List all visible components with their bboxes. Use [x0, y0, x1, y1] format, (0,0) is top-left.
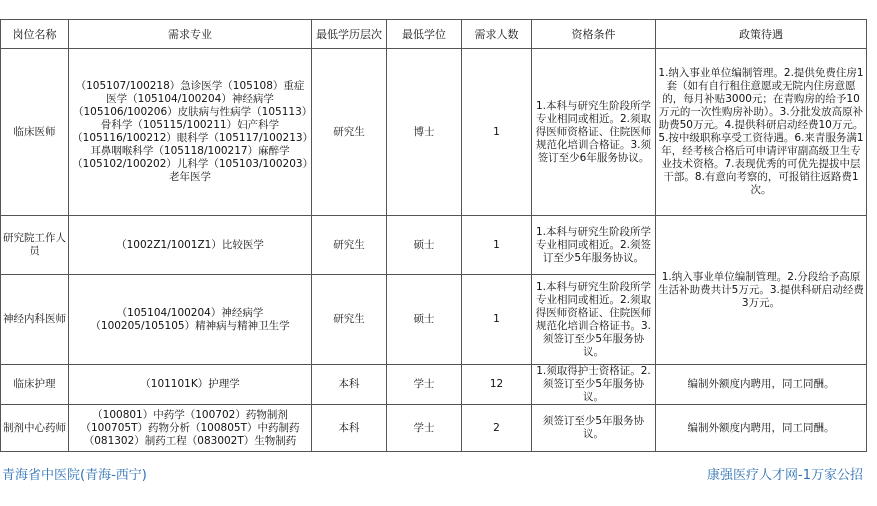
- header-position: 岗位名称: [1, 20, 69, 49]
- row-count: 1: [462, 275, 532, 365]
- table-row: [1, 365, 867, 405]
- row-degree: 学士: [387, 365, 462, 405]
- row-major: （105107/100218）急诊医学（105108）重症医学（105104/100204）神经病学（105106/100206）皮肤病与性病学（105113）骨科学（105115/100211）妇产科学（105116/100212）眼科学（105117/100213）耳鼻咽喉科学（105118/100217）麻醉学（105102/100202）儿科学（105103/100203）老年医学: [69, 49, 312, 216]
- header-count: 需求人数: [462, 20, 532, 49]
- row-degree: 硕士: [387, 216, 462, 275]
- row-policy: 1.纳入事业单位编制管理。2.分段给予高原生活补助费共计5万元。3.提供科研启动经费3万元。: [656, 216, 867, 365]
- row-policy: 1.纳入事业单位编制管理。2.提供免费住房1套（如有自行租住意愿或无院内住房意愿的，每月补贴3000元；在青购房的给予10万元的一次性购房补助）。3.分批发放高原补助费50万元。4.提供科研启动经费10万元。5.按中级职称享受工资待遇。6.来青服务满1年，经考核合格后可申请评审副高级卫生专业技术资格。7.表现优秀的可优先提拔中层干部。8.有意向考察的，可报销往返路费1次。: [656, 49, 867, 216]
- row-count: 1: [462, 216, 532, 275]
- row-major: （1002Z1/1001Z1）比较医学: [69, 216, 312, 275]
- header-degree: 最低学位: [387, 20, 462, 49]
- header-major: 需求专业: [69, 20, 312, 49]
- row-education: 研究生: [312, 275, 387, 365]
- table-row: [1, 216, 867, 275]
- row-condition: 1.本科与研究生阶段所学专业相同或相近。2.须取得医师资格证、住院医师规范化培训合格证。3.须签订至少6年服务协议。: [532, 49, 656, 216]
- row-education: 研究生: [312, 216, 387, 275]
- row-major: （101101K）护理学: [69, 365, 312, 405]
- row-education: 本科: [312, 365, 387, 405]
- recruitment-table: [0, 19, 867, 452]
- row-policy: 编制外额度内聘用，同工同酬。: [656, 365, 867, 405]
- hospital-caption: 青海省中医院(青海-西宁): [2, 468, 147, 483]
- header-condition: 资格条件: [532, 20, 656, 49]
- row-condition: 1.须取得护士资格证。2.须签订至少5年服务协议。: [532, 365, 656, 405]
- row-major: （105104/100204）神经病学（100205/105105）精神病与精神卫生学: [69, 275, 312, 365]
- row-degree: 硕士: [387, 275, 462, 365]
- row-condition: 须签订至少5年服务协议。: [532, 405, 656, 452]
- source-caption: 康强医疗人才网-1万家公招: [707, 468, 863, 483]
- row-policy: 编制外额度内聘用，同工同酬。: [656, 405, 867, 452]
- table-row: [1, 405, 867, 452]
- table-header-row: [1, 20, 867, 49]
- row-education: 研究生: [312, 49, 387, 216]
- table-row: [1, 49, 867, 216]
- header-policy: 政策待遇: [656, 20, 867, 49]
- row-degree: 学士: [387, 405, 462, 452]
- row-condition: 1.本科与研究生阶段所学专业相同或相近。2.须签订至少5年服务协议。: [532, 216, 656, 275]
- row-count: 2: [462, 405, 532, 452]
- row-count: 12: [462, 365, 532, 405]
- row-condition: 1.本科与研究生阶段所学专业相同或相近。2.须取得医师资格证、住院医师规范化培训合格证书。3.须签订至少5年服务协议。: [532, 275, 656, 365]
- row-position: 临床护理: [1, 365, 69, 405]
- row-position: 制剂中心药师: [1, 405, 69, 452]
- row-count: 1: [462, 49, 532, 216]
- row-degree: 博士: [387, 49, 462, 216]
- header-education: 最低学历层次: [312, 20, 387, 49]
- row-major: （100801）中药学（100702）药物制剂（100705T）药物分析（100805T）中药制药（081302）制药工程（083002T）生物制药: [69, 405, 312, 452]
- row-position: 神经内科医师: [1, 275, 69, 365]
- row-position: 研究院工作人员: [1, 216, 69, 275]
- row-position: 临床医师: [1, 49, 69, 216]
- row-education: 本科: [312, 405, 387, 452]
